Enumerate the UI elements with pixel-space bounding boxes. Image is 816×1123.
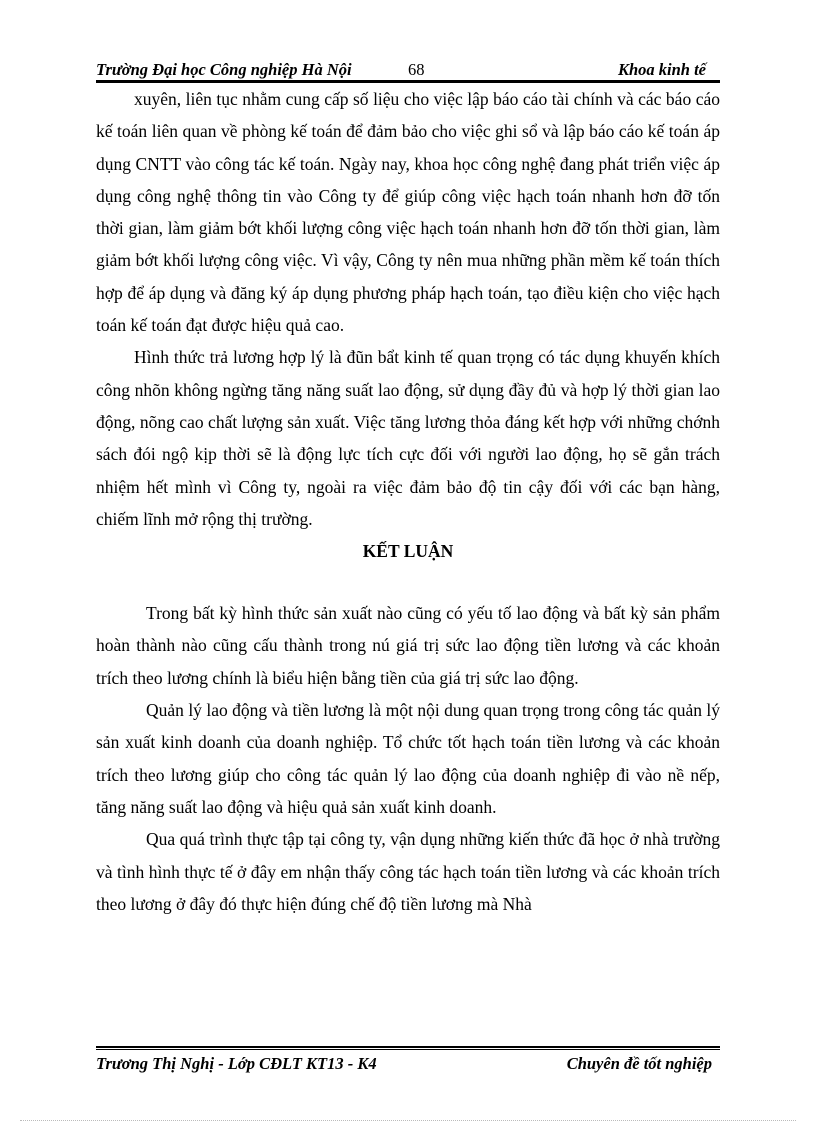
conclusion-paragraph: Trong bất kỳ hình thức sản xuất nào cũng có yếu tố lao động và bất kỳ sản phẩm hoàn thành nào cũng cấu thành trong nú giá trị sức lao động tiền lương và các khoản trích theo lương chính là biểu hiện bằng tiền của giá trị sức lao động.: [96, 603, 720, 688]
page-header: [96, 58, 720, 82]
page-edge-dotted-line: [20, 1120, 796, 1121]
footer-title: Chuyên đề tốt nghiệp: [566, 1054, 712, 1073]
conclusion-paragraph: Quản lý lao động và tiền lương là một nội dung quan trọng trong công tác quản lý sản xuất kinh doanh của doanh nghiệp. Tổ chức tốt hạch toán tiền lương và các khoản trích theo lương giúp cho công tác quản lý lao động của doanh nghiệp đi vào nề nếp, tăng năng suất lao động và hiệu quả sản xuất kinh doanh.: [96, 700, 720, 817]
section-heading: KẾT LUẬN: [362, 541, 454, 562]
conclusion-paragraph: Qua quá trình thực tập tại công ty, vận dụng những kiến thức đã học ở nhà trường và tình hình thực tế ở đây em nhận thấy công tác hạch toán tiền lương và các khoản trích theo lương ở đây đó thực hiện đúng chế độ tiền lương mà Nhà: [96, 829, 720, 914]
body-paragraph: xuyên, liên tục nhằm cung cấp số liệu cho việc lập báo cáo tài chính và các báo cáo kế toán liên quan về phòng kế toán để đảm bảo cho việc ghi sổ và lập báo cáo kế toán áp dụng CNTT vào công tác kế toán. Ngày nay, khoa học công nghệ đang phát triển việc áp dụng công nghệ thông tin vào Công ty để giúp công việc hạch toán nhanh hơn đỡ tốn thời gian, làm giảm bớt khối lượng công việc hạch toán nhanh hơn đỡ tốn thời gian, làm giảm bớt khối lượng công việc. Vì vậy, Công ty nên mua những phần mềm kế toán thích hợp để áp dụng và đăng ký áp dụng phương pháp hạch toán, tạo điều kiện cho việc hạch toán kế toán đạt được hiệu quả cao.: [96, 89, 720, 336]
document-body: [96, 83, 720, 920]
body-paragraph: Hình thức trả lương hợp lý là đũn bẩt kinh tế quan trọng có tác dụng khuyến khích công nhõn không ngừng tăng năng suất lao động, sử dụng đầy đủ và hợp lý thời gian lao động, nõng cao chất lượng sản xuất. Việc tăng lương thỏa đáng kết hợp với những chớnh sách đói ngộ kịp thời sẽ là động lực tích cực đối với người lao động, họ sẽ gắn trách nhiệm hết mình vì Công ty, ngoài ra việc đảm bảo độ tin cậy đối với các bạn hàng, chiếm lĩnh mở rộng thị trường.: [96, 347, 720, 529]
page-number: 68: [408, 60, 425, 79]
footer-divider: [96, 1046, 720, 1050]
spacer: [96, 567, 720, 597]
header-faculty: Khoa kinh tế: [617, 60, 706, 79]
header-school: Trường Đại học Công nghiệp Hà Nội: [96, 60, 352, 79]
footer-author: Trương Thị Nghị - Lớp CĐLT KT13 - K4: [96, 1054, 377, 1073]
